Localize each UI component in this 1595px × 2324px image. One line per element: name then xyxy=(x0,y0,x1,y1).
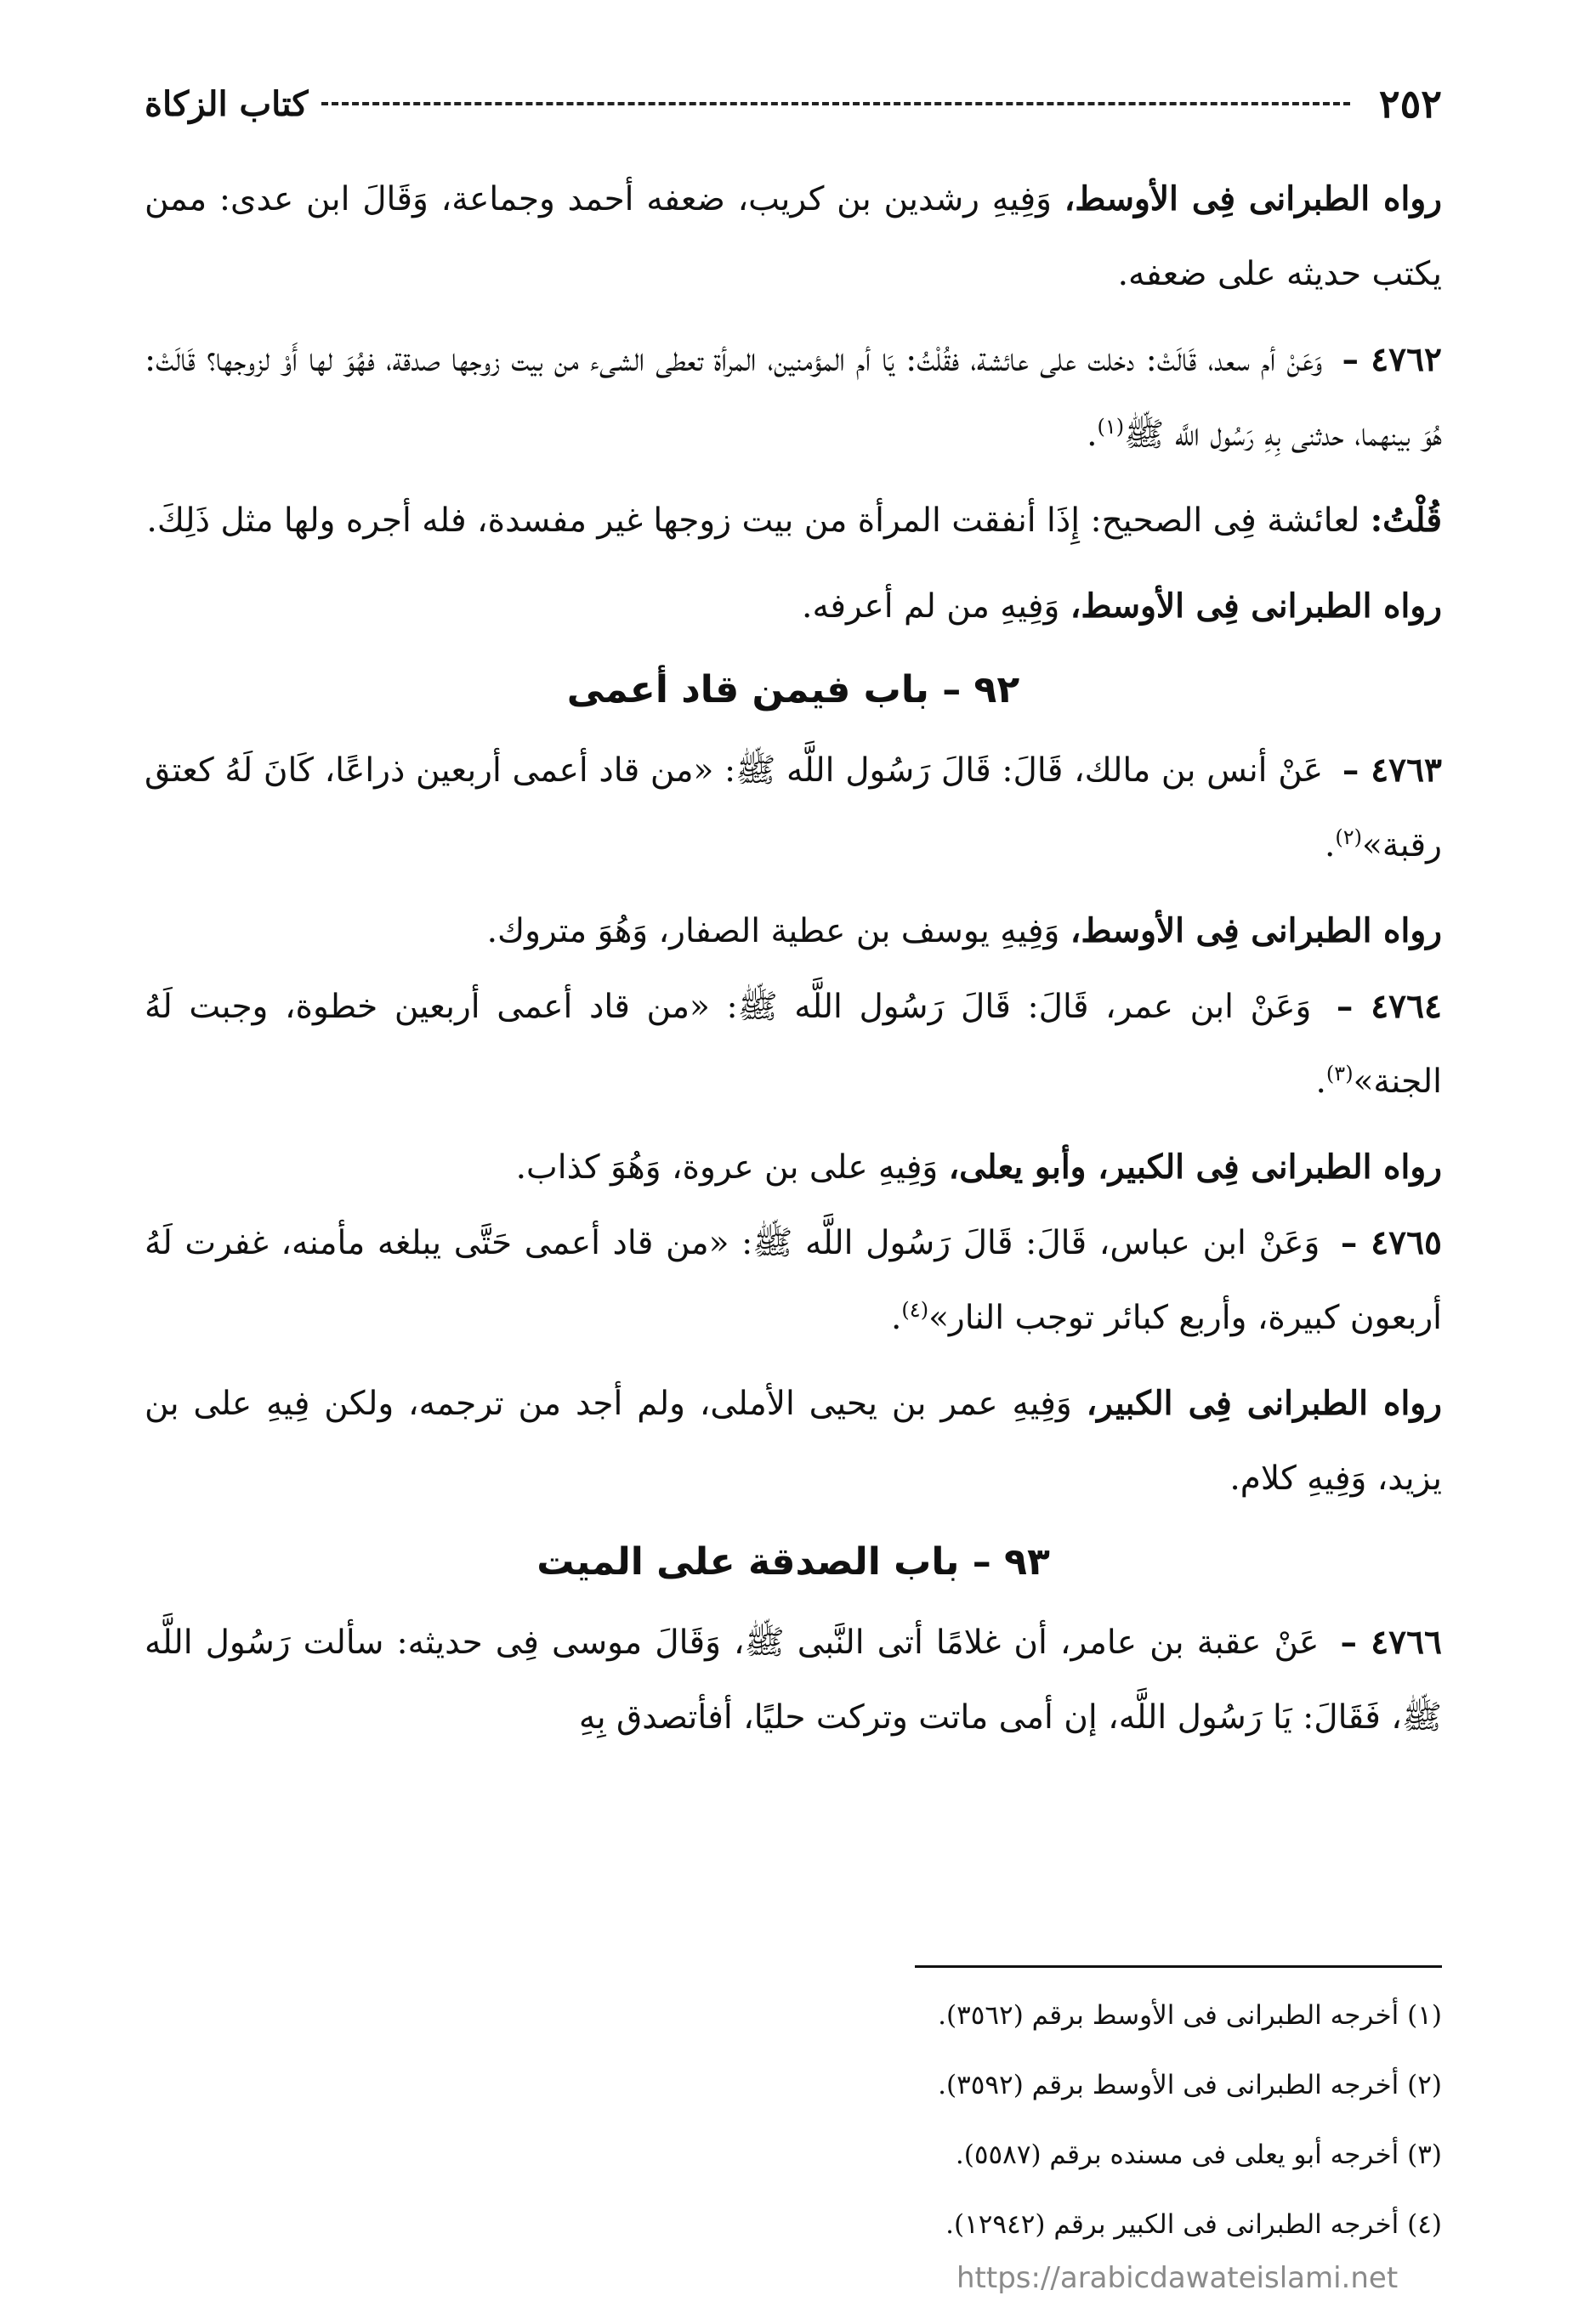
watermark-url: https://arabicdawateislami.net xyxy=(956,2261,1399,2295)
hadith-4764 xyxy=(145,969,1442,1119)
source-attribution: رواه الطبرانى فِى الأوسط، xyxy=(1070,587,1442,626)
footnote-ref[interactable]: (٢) xyxy=(1335,825,1362,849)
hadith-number: ٤٧٦٣ – xyxy=(1342,751,1443,790)
hadith-4766 xyxy=(145,1605,1442,1755)
source-attribution: رواه الطبرانى فِى الكبير، وأبو يعلى، xyxy=(948,1148,1442,1187)
hadith-text: وَعَنْ أم سعد، قَالَتْ: دخلت على عائشة، فقُلْتُ: يَا أم المؤمنين، المرأة تعطى الشىء من بيت زوجها صدقة، فهُوَ لها أَوْ لزوجها؟ قَالَتْ: هُوَ بينهما، حدثنى بِهِ رَسُول اللَّه ﷺ xyxy=(145,341,1442,454)
hadith-number: ٤٧٦٤ – xyxy=(1336,987,1442,1026)
paragraph-narration-note xyxy=(145,893,1442,969)
hadith-text: وَعَنْ ابن عمر، قَالَ: قَالَ رَسُول اللَّه ﷺ: «من قاد أعمى أربعين خطوة، وجبت لَهُ الجنة» xyxy=(145,988,1442,1101)
main-text xyxy=(145,162,1442,1755)
hadith-text: عَنْ أنس بن مالك، قَالَ: قَالَ رَسُول اللَّه ﷺ: «من قاد أعمى أربعين ذراعًا، كَانَ لَهُ كعتق رقبة» xyxy=(145,751,1442,864)
footnote-ref[interactable]: (١) xyxy=(1097,415,1125,439)
paragraph-text: وَفِيهِ من لم أعرفه. xyxy=(802,587,1070,626)
book-title: كتاب الزكاة xyxy=(145,83,309,124)
footnote-3: (٣) أخرجه أبو يعلى فى مسنده برقم (٥٥٨٧). xyxy=(955,2140,1442,2170)
punctuation: . xyxy=(1315,1063,1326,1101)
paragraph-text: وَفِيهِ رشدين بن كريب، ضعفه أحمد وجماعة، وَقَالَ ابن عدى: ممن يكتب حديثه على ضعفه. xyxy=(145,180,1442,293)
chapter-heading-92: ٩٢ – باب فيمن قاد أعمى xyxy=(566,668,1020,711)
page-number: ٢٥٢ xyxy=(1378,81,1442,127)
paragraph-text: وَفِيهِ عمر بن يحيى الأملى، ولم أجد من ترجمه، ولكن فِيهِ على بن يزيد، وَفِيهِ كلام. xyxy=(145,1385,1442,1498)
punctuation: . xyxy=(1087,416,1098,454)
footnote-1: (١) أخرجه الطبرانى فى الأوسط برقم (٣٥٦٢). xyxy=(938,2000,1442,2031)
paragraph-narration-note xyxy=(145,569,1442,644)
hadith-text: عَنْ عقبة بن عامر، أن غلامًا أتى النَّبى ﷺ، وَقَالَ موسى فِى حديثه: سألت رَسُول اللَّه ﷺ، فَقَالَ: يَا رَسُول اللَّه، إن أمى ماتت وتركت حليًا، أفأتصدق بِهِ xyxy=(145,1624,1442,1737)
paragraph-text: لعائشة فِى الصحيح: إِذَا أنفقت المرأة من بيت زوجها غير مفسدة، فله أجره ولها مثل ذَلِكَ. xyxy=(146,502,1371,540)
hadith-4763 xyxy=(145,733,1442,883)
punctuation: . xyxy=(891,1299,902,1337)
paragraph-text: وَفِيهِ على بن عروة، وَهُوَ كذاب. xyxy=(515,1148,949,1187)
paragraph-text: وَفِيهِ يوسف بن عطية الصفار، وَهُوَ متروك. xyxy=(486,912,1070,950)
header-dashed-rule xyxy=(321,102,1349,105)
paragraph-narration-note xyxy=(145,1366,1442,1516)
qultu-label: قُلْتُ: xyxy=(1370,501,1442,540)
source-attribution: رواه الطبرانى فِى الأوسط، xyxy=(1064,179,1442,218)
hadith-text: وَعَنْ ابن عباس، قَالَ: قَالَ رَسُول اللَّه ﷺ: «من قاد أعمى حَتَّى يبلغه مأمنه، غفرت لَهُ أربعون كبيرة، وأربع كبائر توجب النار» xyxy=(145,1224,1442,1337)
page-header xyxy=(145,78,1442,129)
footnote-ref[interactable]: (٣) xyxy=(1325,1062,1354,1085)
paragraph-narration-note xyxy=(145,1130,1442,1205)
hadith-number: ٤٧٦٦ – xyxy=(1340,1623,1443,1662)
footnote-separator xyxy=(915,1965,1442,1968)
hadith-4765 xyxy=(145,1205,1442,1356)
chapter-heading-93: ٩٣ – باب الصدقة على الميت xyxy=(536,1540,1050,1584)
footnote-4: (٤) أخرجه الطبرانى فى الكبير برقم (١٢٩٤٢). xyxy=(945,2209,1442,2240)
paragraph-narration-note xyxy=(145,162,1442,312)
footnote-ref[interactable]: (٤) xyxy=(901,1298,929,1322)
hadith-number: ٤٧٦٢ – xyxy=(1342,340,1442,379)
footnotes xyxy=(510,1981,1442,2259)
source-attribution: رواه الطبرانى فِى الكبير، xyxy=(1086,1384,1442,1423)
punctuation: . xyxy=(1324,826,1336,864)
footnote-2: (٢) أخرجه الطبرانى فى الأوسط برقم (٣٥٩٢). xyxy=(938,2070,1442,2100)
source-attribution: رواه الطبرانى فِى الأوسط، xyxy=(1070,911,1442,950)
hadith-number: ٤٧٦٥ – xyxy=(1340,1223,1443,1262)
qultu-note xyxy=(145,483,1442,558)
hadith-4762 xyxy=(145,322,1442,473)
